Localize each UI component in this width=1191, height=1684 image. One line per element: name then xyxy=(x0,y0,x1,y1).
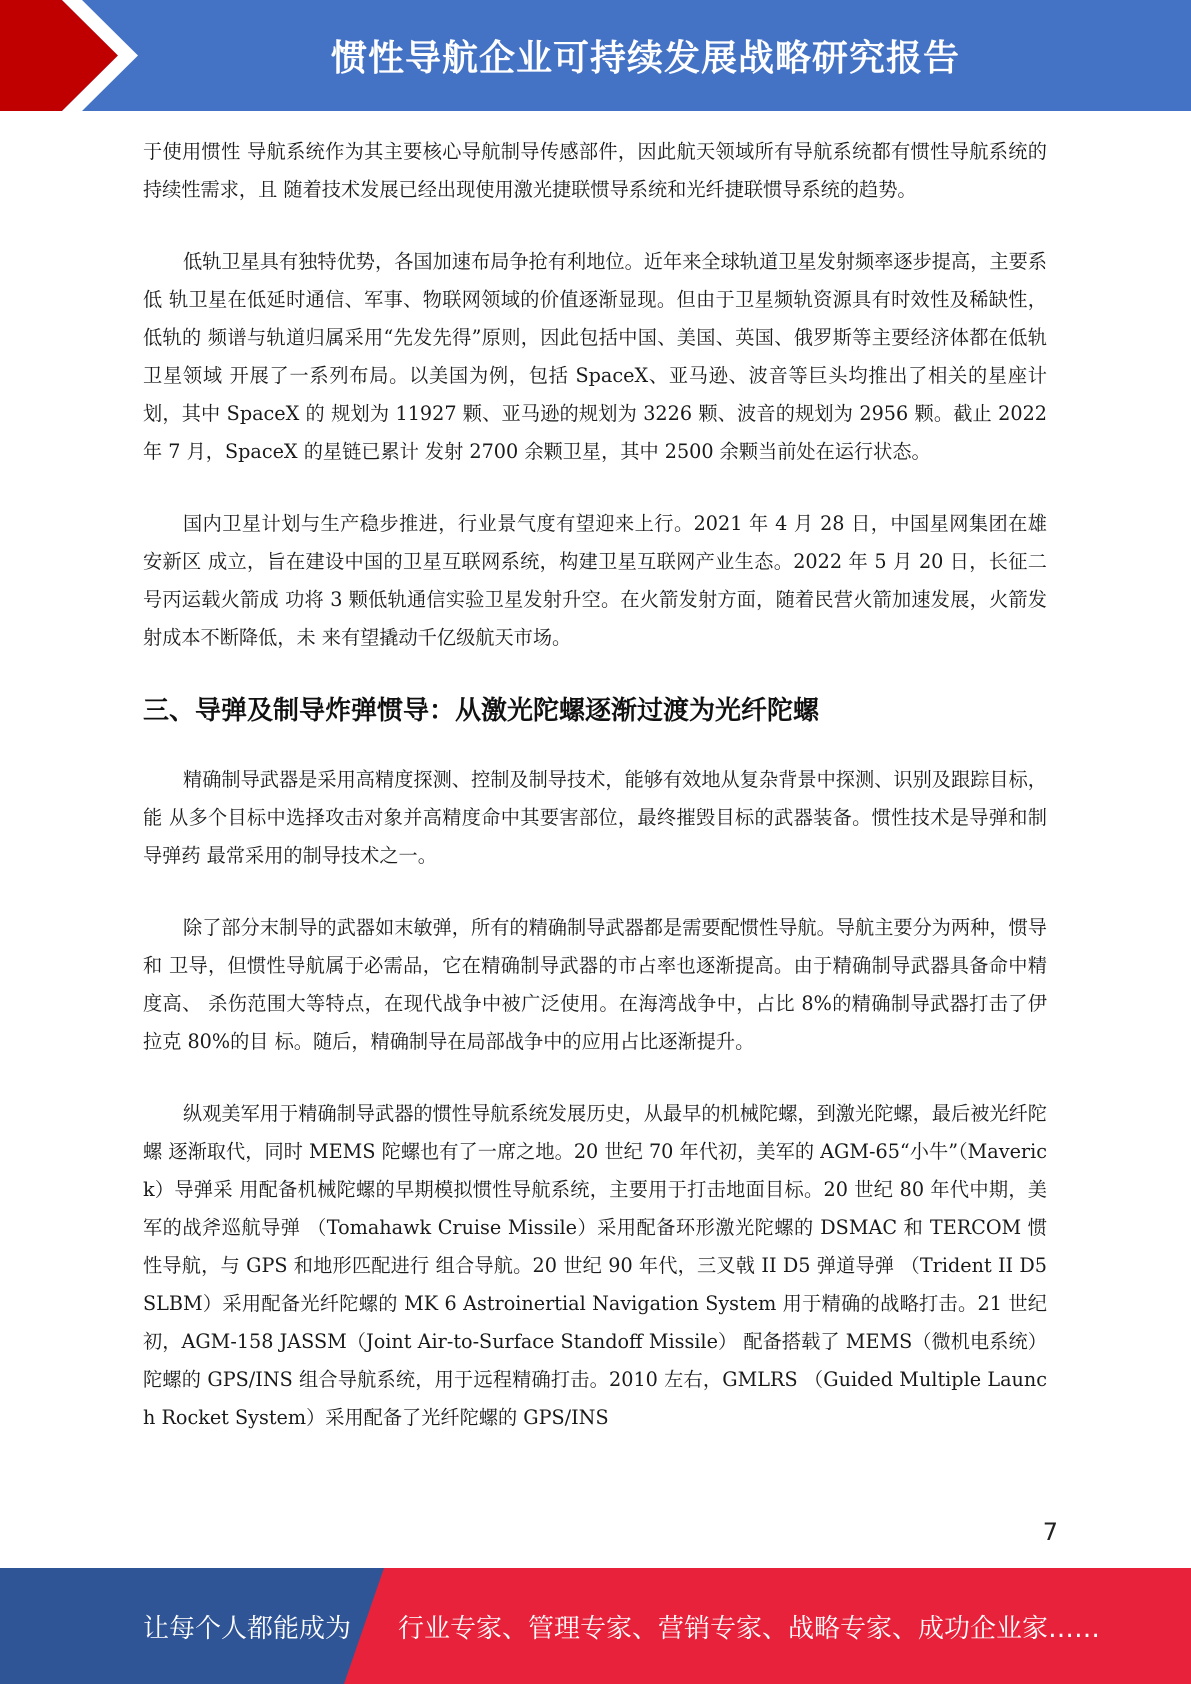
body-paragraph: 国内卫星计划与生产稳步推进，行业景气度有望迎来上行。2021 年 4 月 28 日，中国星网集团在雄安新区 成立，旨在建设中国的卫星互联网系统，构建卫星互联网产业生态。2022 年 5 月 20 日，长征二号丙运载火箭成 功将 3 颗低轨通信实验卫星发射升空。在火箭发射方面，随着民营火箭加速发展，火箭发射成本不断降低，未 来有望撬动千亿级航天市场。 xyxy=(143,512,1047,649)
body-paragraph: 除了部分末制导的武器如末敏弹，所有的精确制导武器都是需要配惯性导航。导航主要分为两种，惯导和 卫导，但惯性导航属于必需品，它在精确制导武器的市占率也逐渐提高。由于精确制导武器具备命中精度高、 杀伤范围大等特点，在现代战争中被广泛使用。在海湾战争中，占比 8%的精确制导武器打击了伊拉克 80%的目 标。随后，精确制导在局部战争中的应用占比逐渐提升。 xyxy=(143,916,1047,1053)
section-heading: 三、导弹及制导炸弹惯导：从激光陀螺逐渐过渡为光纤陀螺 xyxy=(143,696,820,726)
report-title: 惯性导航企业可持续发展战略研究报告 xyxy=(330,38,960,79)
page-number: 7 xyxy=(1042,1518,1058,1546)
body-paragraph: 于使用惯性 导航系统作为其主要核心导航制导传感部件，因此航天领域所有导航系统都有惯性导航系统的持续性需求，且 随着技术发展已经出现使用激光捷联惯导系统和光纤捷联惯导系统的趋势。 xyxy=(143,140,1047,201)
page-header xyxy=(0,0,1191,111)
header-arrow-decoration xyxy=(0,0,160,111)
footer-slogan-right: 行业专家、管理专家、营销专家、战略专家、成功企业家…… xyxy=(398,1613,1101,1644)
body-paragraph: 精确制导武器是采用高精度探测、控制及制导技术，能够有效地从复杂背景中探测、识别及跟踪目标，能 从多个目标中选择攻击对象并高精度命中其要害部位，最终摧毁目标的武器装备。惯性技术是导弹和制导弹药 最常采用的制导技术之一。 xyxy=(143,768,1047,867)
page-body xyxy=(143,133,1047,1471)
footer-slogan-left: 让每个人都能成为 xyxy=(143,1613,352,1644)
body-paragraph: 纵观美军用于精确制导武器的惯性导航系统发展历史，从最早的机械陀螺，到激光陀螺，最后被光纤陀螺 逐渐取代，同时 MEMS 陀螺也有了一席之地。20 世纪 70 年代初，美军的 AGM-65“小牛”（Maverick）导弹采 用配备机械陀螺的早期模拟惯性导航系统，主要用于打击地面目标。20 世纪 80 年代中期，美军的战斧巡航导弹 （Tomahawk Cruise Missile）采用配备环形激光陀螺的 DSMAC 和 TERCOM 惯性导航，与 GPS 和地形匹配进行 组合导航。20 世纪 90 年代，三叉戟 II D5 弹道导弹 （Trident II D5 SLBM）采用配备光纤陀螺的 MK 6 Astroinertial Navigation System 用于精确的战略打击。21 世纪初，AGM-158 JASSM（Joint Air-to-Surface Standoff Missile） 配备搭载了 MEMS（微机电系统）陀螺的 GPS/INS 组合导航系统，用于远程精确打击。2010 左右，GMLRS （Guided Multiple Launch Rocket System）采用配备了光纤陀螺的 GPS/INS xyxy=(143,1102,1047,1429)
page-footer xyxy=(0,1568,1191,1684)
body-paragraph: 低轨卫星具有独特优势，各国加速布局争抢有利地位。近年来全球轨道卫星发射频率逐步提高，主要系低 轨卫星在低延时通信、军事、物联网领域的价值逐渐显现。但由于卫星频轨资源具有时效性及稀缺性，低轨的 频谱与轨道归属采用“先发先得”原则，因此包括中国、美国、英国、俄罗斯等主要经济体都在低轨卫星领域 开展了一系列布局。以美国为例，包括 SpaceX、亚马逊、波音等巨头均推出了相关的星座计划，其中 SpaceX 的 规划为 11927 颗、亚马逊的规划为 3226 颗、波音的规划为 2956 颗。截止 2022 年 7 月，SpaceX 的星链已累计 发射 2700 余颗卫星，其中 2500 余颗当前处在运行状态。 xyxy=(143,250,1047,463)
